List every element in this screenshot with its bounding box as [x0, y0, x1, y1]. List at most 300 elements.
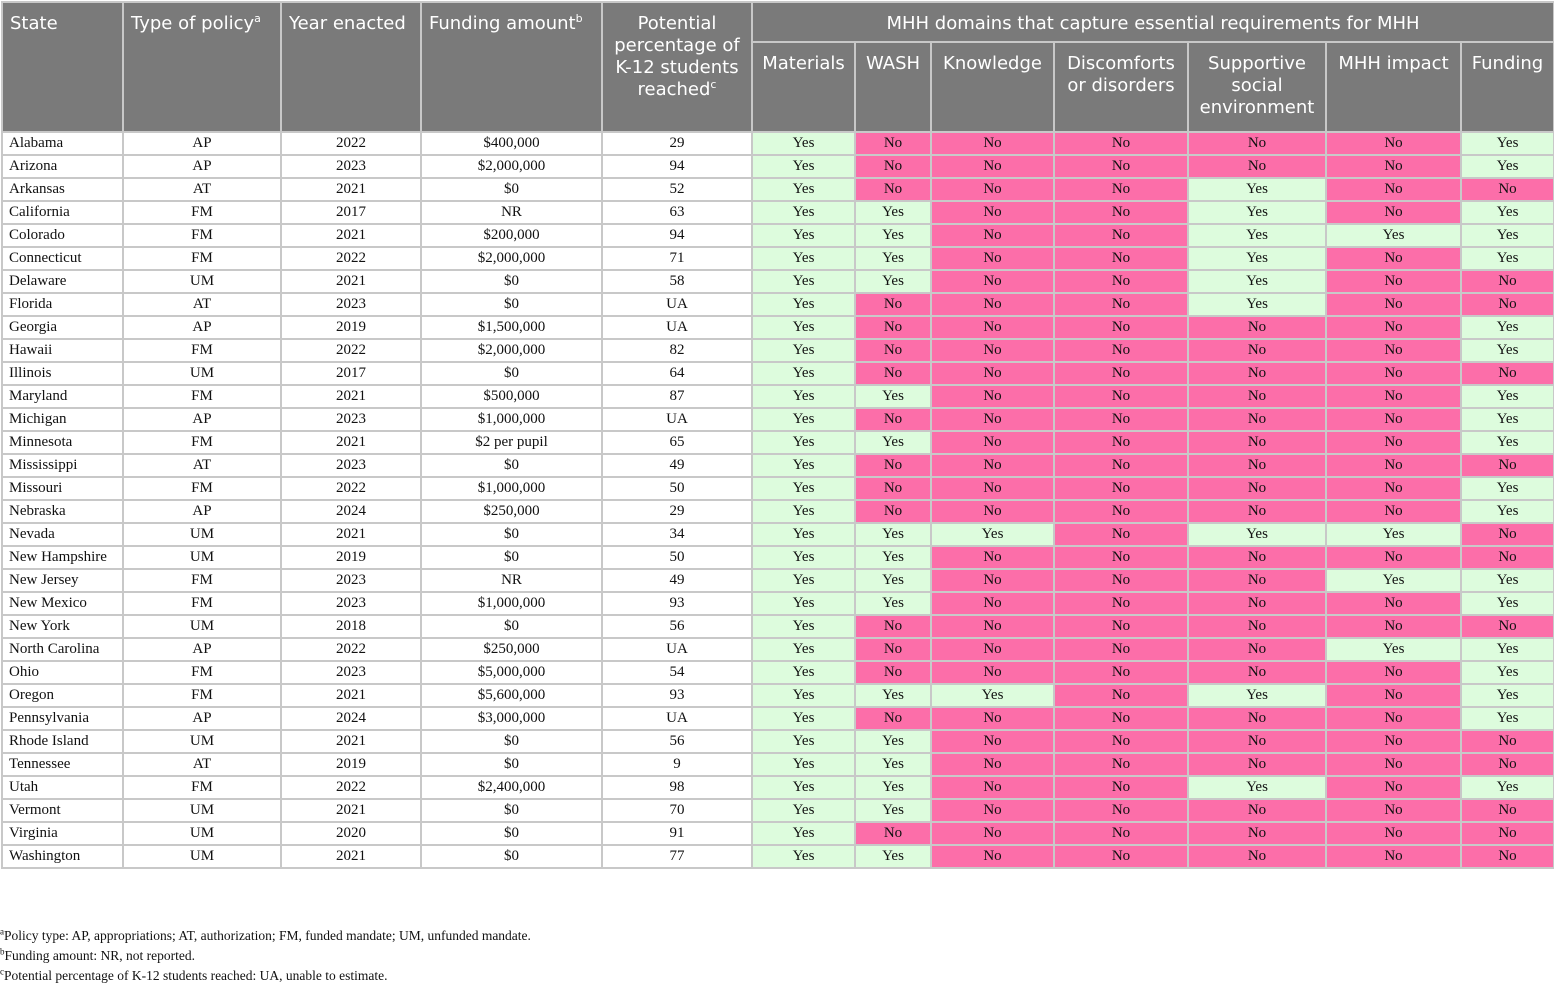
cell-domain-supportive-social: No [1188, 638, 1326, 661]
cell-policy-type: AT [123, 753, 281, 776]
header-domain-knowledge: Knowledge [931, 42, 1054, 132]
cell-domain-wash: Yes [855, 431, 931, 454]
cell-domain-knowledge: No [931, 431, 1054, 454]
cell-domain-discomforts: No [1054, 155, 1188, 178]
cell-domain-wash: No [855, 178, 931, 201]
cell-domain-knowledge: No [931, 546, 1054, 569]
cell-domain-knowledge: No [931, 224, 1054, 247]
cell-domain-funding: Yes [1461, 477, 1554, 500]
cell-potential-percentage: 71 [602, 247, 752, 270]
header-domain-wash: WASH [855, 42, 931, 132]
cell-domain-discomforts: No [1054, 431, 1188, 454]
cell-domain-mhh-impact: No [1326, 500, 1461, 523]
cell-domain-materials: Yes [752, 500, 855, 523]
cell-domain-knowledge: No [931, 753, 1054, 776]
cell-domain-discomforts: No [1054, 638, 1188, 661]
cell-potential-percentage: 87 [602, 385, 752, 408]
cell-domain-discomforts: No [1054, 454, 1188, 477]
cell-domain-mhh-impact: Yes [1326, 224, 1461, 247]
cell-domain-mhh-impact: Yes [1326, 569, 1461, 592]
cell-policy-type: AT [123, 293, 281, 316]
cell-policy-type: UM [123, 523, 281, 546]
cell-funding-amount: $2,400,000 [421, 776, 602, 799]
cell-domain-wash: Yes [855, 684, 931, 707]
cell-domain-mhh-impact: No [1326, 546, 1461, 569]
cell-domain-wash: No [855, 316, 931, 339]
cell-domain-materials: Yes [752, 385, 855, 408]
cell-domain-discomforts: No [1054, 753, 1188, 776]
cell-domain-funding: Yes [1461, 201, 1554, 224]
cell-domain-supportive-social: Yes [1188, 178, 1326, 201]
cell-domain-materials: Yes [752, 845, 855, 868]
cell-domain-supportive-social: Yes [1188, 247, 1326, 270]
cell-state: Alabama [2, 132, 123, 155]
cell-domain-wash: Yes [855, 730, 931, 753]
cell-domain-discomforts: No [1054, 845, 1188, 868]
header-domain-funding: Funding [1461, 42, 1554, 132]
header-domain-supportive-social: Supportive social environment [1188, 42, 1326, 132]
cell-potential-percentage: 29 [602, 132, 752, 155]
table-row [2, 408, 1554, 431]
table-row [2, 293, 1554, 316]
cell-year-enacted: 2021 [281, 385, 421, 408]
cell-funding-amount: $250,000 [421, 638, 602, 661]
cell-domain-discomforts: No [1054, 293, 1188, 316]
cell-domain-knowledge: No [931, 615, 1054, 638]
cell-domain-supportive-social: No [1188, 753, 1326, 776]
cell-domain-knowledge: No [931, 661, 1054, 684]
cell-funding-amount: $3,000,000 [421, 707, 602, 730]
cell-funding-amount: $0 [421, 799, 602, 822]
footnote-policy-type: $^a$Policy type: AP, appropriations; AT, authorization; FM, funded mandate; UM, unfunded mandate. [0, 926, 531, 943]
cell-domain-discomforts: No [1054, 201, 1188, 224]
cell-domain-materials: Yes [752, 224, 855, 247]
cell-funding-amount: $1,500,000 [421, 316, 602, 339]
header-funding-amount: Funding amount$^b$ [421, 2, 602, 132]
cell-year-enacted: 2019 [281, 546, 421, 569]
cell-domain-wash: Yes [855, 546, 931, 569]
cell-funding-amount: $2,000,000 [421, 247, 602, 270]
cell-policy-type: FM [123, 224, 281, 247]
cell-domain-materials: Yes [752, 454, 855, 477]
cell-policy-type: UM [123, 845, 281, 868]
cell-domain-materials: Yes [752, 431, 855, 454]
cell-domain-knowledge: No [931, 385, 1054, 408]
cell-year-enacted: 2021 [281, 178, 421, 201]
cell-year-enacted: 2023 [281, 408, 421, 431]
table-row [2, 730, 1554, 753]
cell-domain-discomforts: No [1054, 799, 1188, 822]
cell-domain-wash: Yes [855, 247, 931, 270]
cell-domain-materials: Yes [752, 730, 855, 753]
cell-domain-wash: No [855, 454, 931, 477]
cell-funding-amount: $2,000,000 [421, 339, 602, 362]
cell-year-enacted: 2021 [281, 270, 421, 293]
table-row [2, 845, 1554, 868]
cell-domain-supportive-social: Yes [1188, 776, 1326, 799]
cell-year-enacted: 2024 [281, 500, 421, 523]
cell-year-enacted: 2021 [281, 523, 421, 546]
cell-domain-supportive-social: No [1188, 707, 1326, 730]
cell-domain-mhh-impact: No [1326, 132, 1461, 155]
cell-domain-supportive-social: No [1188, 845, 1326, 868]
header-policy-type: Type of policy$^a$ [123, 2, 281, 132]
cell-domain-materials: Yes [752, 178, 855, 201]
cell-domain-wash: No [855, 500, 931, 523]
cell-domain-knowledge: No [931, 776, 1054, 799]
cell-domain-materials: Yes [752, 247, 855, 270]
cell-domain-materials: Yes [752, 546, 855, 569]
cell-year-enacted: 2024 [281, 707, 421, 730]
cell-domain-mhh-impact: No [1326, 201, 1461, 224]
cell-domain-supportive-social: Yes [1188, 201, 1326, 224]
table-row [2, 684, 1554, 707]
cell-funding-amount: $0 [421, 523, 602, 546]
cell-domain-supportive-social: Yes [1188, 523, 1326, 546]
cell-policy-type: UM [123, 822, 281, 845]
cell-domain-funding: No [1461, 615, 1554, 638]
cell-domain-funding: Yes [1461, 431, 1554, 454]
cell-domain-supportive-social: No [1188, 316, 1326, 339]
cell-funding-amount: $0 [421, 178, 602, 201]
table-row [2, 178, 1554, 201]
cell-state: Pennsylvania [2, 707, 123, 730]
cell-domain-materials: Yes [752, 408, 855, 431]
cell-domain-knowledge: No [931, 822, 1054, 845]
cell-domain-wash: No [855, 155, 931, 178]
cell-policy-type: AP [123, 316, 281, 339]
cell-policy-type: FM [123, 431, 281, 454]
cell-domain-mhh-impact: Yes [1326, 638, 1461, 661]
cell-domain-discomforts: No [1054, 339, 1188, 362]
cell-potential-percentage: 93 [602, 684, 752, 707]
cell-policy-type: FM [123, 339, 281, 362]
cell-domain-mhh-impact: No [1326, 477, 1461, 500]
cell-domain-discomforts: No [1054, 500, 1188, 523]
cell-domain-wash: Yes [855, 224, 931, 247]
cell-potential-percentage: 54 [602, 661, 752, 684]
cell-domain-mhh-impact: No [1326, 753, 1461, 776]
cell-domain-wash: Yes [855, 385, 931, 408]
cell-potential-percentage: 94 [602, 155, 752, 178]
cell-domain-mhh-impact: No [1326, 454, 1461, 477]
cell-domain-materials: Yes [752, 523, 855, 546]
cell-year-enacted: 2023 [281, 454, 421, 477]
cell-funding-amount: $5,600,000 [421, 684, 602, 707]
cell-year-enacted: 2021 [281, 799, 421, 822]
cell-year-enacted: 2021 [281, 684, 421, 707]
cell-domain-mhh-impact: No [1326, 684, 1461, 707]
cell-domain-wash: No [855, 339, 931, 362]
cell-year-enacted: 2022 [281, 776, 421, 799]
table-row [2, 707, 1554, 730]
cell-domain-mhh-impact: No [1326, 730, 1461, 753]
cell-domain-knowledge: No [931, 293, 1054, 316]
cell-domain-funding: Yes [1461, 224, 1554, 247]
cell-year-enacted: 2023 [281, 293, 421, 316]
cell-domain-knowledge: No [931, 339, 1054, 362]
cell-year-enacted: 2022 [281, 247, 421, 270]
cell-policy-type: UM [123, 730, 281, 753]
cell-domain-knowledge: No [931, 155, 1054, 178]
cell-domain-discomforts: No [1054, 684, 1188, 707]
cell-domain-discomforts: No [1054, 247, 1188, 270]
cell-domain-discomforts: No [1054, 362, 1188, 385]
cell-domain-supportive-social: No [1188, 362, 1326, 385]
cell-potential-percentage: 77 [602, 845, 752, 868]
cell-potential-percentage: UA [602, 408, 752, 431]
cell-domain-materials: Yes [752, 201, 855, 224]
cell-domain-knowledge: No [931, 408, 1054, 431]
cell-policy-type: UM [123, 270, 281, 293]
cell-domain-discomforts: No [1054, 546, 1188, 569]
cell-domain-materials: Yes [752, 339, 855, 362]
cell-state: Arkansas [2, 178, 123, 201]
cell-domain-materials: Yes [752, 638, 855, 661]
cell-domain-discomforts: No [1054, 569, 1188, 592]
cell-domain-materials: Yes [752, 592, 855, 615]
cell-domain-supportive-social: Yes [1188, 293, 1326, 316]
cell-funding-amount: $2 per pupil [421, 431, 602, 454]
cell-policy-type: FM [123, 247, 281, 270]
cell-domain-materials: Yes [752, 132, 855, 155]
cell-funding-amount: $250,000 [421, 500, 602, 523]
cell-domain-discomforts: No [1054, 270, 1188, 293]
cell-domain-mhh-impact: No [1326, 615, 1461, 638]
cell-domain-mhh-impact: No [1326, 845, 1461, 868]
cell-domain-supportive-social: No [1188, 454, 1326, 477]
cell-domain-knowledge: No [931, 132, 1054, 155]
cell-domain-mhh-impact: No [1326, 247, 1461, 270]
cell-domain-funding: Yes [1461, 684, 1554, 707]
cell-domain-supportive-social: Yes [1188, 270, 1326, 293]
cell-domain-knowledge: No [931, 270, 1054, 293]
cell-potential-percentage: 49 [602, 569, 752, 592]
cell-domain-supportive-social: No [1188, 592, 1326, 615]
cell-domain-funding: No [1461, 845, 1554, 868]
cell-potential-percentage: 64 [602, 362, 752, 385]
table-row [2, 569, 1554, 592]
cell-domain-wash: No [855, 822, 931, 845]
cell-year-enacted: 2019 [281, 753, 421, 776]
cell-domain-funding: Yes [1461, 707, 1554, 730]
cell-funding-amount: $500,000 [421, 385, 602, 408]
cell-domain-mhh-impact: No [1326, 339, 1461, 362]
cell-domain-mhh-impact: No [1326, 592, 1461, 615]
cell-potential-percentage: 58 [602, 270, 752, 293]
cell-domain-supportive-social: No [1188, 477, 1326, 500]
table-row [2, 224, 1554, 247]
cell-domain-discomforts: No [1054, 730, 1188, 753]
cell-policy-type: UM [123, 362, 281, 385]
cell-domain-materials: Yes [752, 615, 855, 638]
cell-domain-funding: No [1461, 293, 1554, 316]
cell-domain-funding: Yes [1461, 661, 1554, 684]
cell-domain-wash: Yes [855, 799, 931, 822]
cell-domain-wash: Yes [855, 753, 931, 776]
cell-domain-funding: Yes [1461, 247, 1554, 270]
cell-domain-materials: Yes [752, 362, 855, 385]
cell-domain-knowledge: No [931, 569, 1054, 592]
cell-policy-type: FM [123, 477, 281, 500]
cell-state: Hawaii [2, 339, 123, 362]
cell-funding-amount: $0 [421, 730, 602, 753]
cell-state: Delaware [2, 270, 123, 293]
cell-domain-funding: No [1461, 822, 1554, 845]
cell-domain-discomforts: No [1054, 615, 1188, 638]
cell-year-enacted: 2021 [281, 431, 421, 454]
cell-state: Nevada [2, 523, 123, 546]
cell-domain-knowledge: No [931, 730, 1054, 753]
cell-potential-percentage: 34 [602, 523, 752, 546]
cell-domain-discomforts: No [1054, 408, 1188, 431]
header-mhh-domains-group: MHH domains that capture essential requirements for MHH [752, 2, 1554, 42]
cell-domain-supportive-social: No [1188, 339, 1326, 362]
cell-domain-supportive-social: No [1188, 730, 1326, 753]
cell-domain-wash: Yes [855, 776, 931, 799]
cell-state: Michigan [2, 408, 123, 431]
cell-domain-funding: Yes [1461, 500, 1554, 523]
table-row [2, 523, 1554, 546]
cell-domain-materials: Yes [752, 316, 855, 339]
cell-domain-wash: Yes [855, 523, 931, 546]
cell-state: Utah [2, 776, 123, 799]
cell-state: New Mexico [2, 592, 123, 615]
cell-state: New Hampshire [2, 546, 123, 569]
cell-domain-supportive-social: No [1188, 615, 1326, 638]
cell-domain-knowledge: No [931, 362, 1054, 385]
cell-domain-knowledge: Yes [931, 523, 1054, 546]
cell-domain-funding: No [1461, 178, 1554, 201]
cell-state: North Carolina [2, 638, 123, 661]
cell-domain-supportive-social: No [1188, 385, 1326, 408]
cell-year-enacted: 2023 [281, 155, 421, 178]
footnote-funding-amount: $^b$Funding amount: NR, not reported. [0, 946, 195, 963]
cell-state: Ohio [2, 661, 123, 684]
cell-domain-funding: No [1461, 454, 1554, 477]
cell-domain-supportive-social: No [1188, 569, 1326, 592]
cell-domain-wash: No [855, 362, 931, 385]
cell-domain-funding: No [1461, 523, 1554, 546]
table-row [2, 270, 1554, 293]
cell-state: Arizona [2, 155, 123, 178]
cell-year-enacted: 2021 [281, 730, 421, 753]
table-row [2, 155, 1554, 178]
cell-domain-supportive-social: No [1188, 661, 1326, 684]
cell-policy-type: AT [123, 454, 281, 477]
cell-state: New York [2, 615, 123, 638]
cell-domain-materials: Yes [752, 776, 855, 799]
cell-domain-knowledge: No [931, 799, 1054, 822]
cell-funding-amount: NR [421, 201, 602, 224]
cell-potential-percentage: 93 [602, 592, 752, 615]
cell-policy-type: FM [123, 776, 281, 799]
cell-domain-funding: Yes [1461, 155, 1554, 178]
table-footnotes [0, 926, 1000, 986]
cell-policy-type: AP [123, 155, 281, 178]
footnote-potential-percentage: $^c$Potential percentage of K-12 students reached: UA, unable to estimate. [0, 966, 388, 983]
cell-domain-knowledge: No [931, 707, 1054, 730]
cell-domain-discomforts: No [1054, 477, 1188, 500]
cell-domain-funding: Yes [1461, 132, 1554, 155]
cell-domain-funding: No [1461, 753, 1554, 776]
table-row [2, 753, 1554, 776]
cell-funding-amount: $1,000,000 [421, 408, 602, 431]
cell-domain-mhh-impact: No [1326, 270, 1461, 293]
cell-domain-supportive-social: No [1188, 799, 1326, 822]
cell-domain-funding: No [1461, 799, 1554, 822]
cell-domain-materials: Yes [752, 707, 855, 730]
cell-domain-discomforts: No [1054, 224, 1188, 247]
cell-state: New Jersey [2, 569, 123, 592]
table-row [2, 247, 1554, 270]
header-domain-materials: Materials [752, 42, 855, 132]
cell-domain-wash: No [855, 477, 931, 500]
cell-policy-type: AP [123, 707, 281, 730]
cell-domain-funding: No [1461, 270, 1554, 293]
table-row [2, 615, 1554, 638]
cell-potential-percentage: UA [602, 638, 752, 661]
cell-domain-knowledge: No [931, 247, 1054, 270]
table-row [2, 546, 1554, 569]
cell-domain-supportive-social: No [1188, 546, 1326, 569]
header-state: State [2, 2, 123, 132]
cell-domain-knowledge: Yes [931, 684, 1054, 707]
cell-domain-wash: No [855, 408, 931, 431]
cell-domain-wash: No [855, 707, 931, 730]
cell-domain-mhh-impact: No [1326, 707, 1461, 730]
cell-domain-discomforts: No [1054, 385, 1188, 408]
cell-domain-knowledge: No [931, 178, 1054, 201]
cell-domain-discomforts: No [1054, 592, 1188, 615]
cell-domain-knowledge: No [931, 477, 1054, 500]
cell-domain-knowledge: No [931, 500, 1054, 523]
cell-year-enacted: 2022 [281, 132, 421, 155]
table-row [2, 661, 1554, 684]
table-row [2, 362, 1554, 385]
cell-domain-funding: Yes [1461, 316, 1554, 339]
cell-state: Mississippi [2, 454, 123, 477]
cell-domain-discomforts: No [1054, 822, 1188, 845]
cell-domain-knowledge: No [931, 845, 1054, 868]
cell-potential-percentage: UA [602, 316, 752, 339]
cell-potential-percentage: UA [602, 293, 752, 316]
cell-domain-funding: Yes [1461, 408, 1554, 431]
cell-domain-mhh-impact: No [1326, 178, 1461, 201]
cell-domain-funding: No [1461, 730, 1554, 753]
cell-domain-mhh-impact: No [1326, 799, 1461, 822]
cell-domain-mhh-impact: No [1326, 293, 1461, 316]
cell-domain-supportive-social: No [1188, 155, 1326, 178]
cell-domain-mhh-impact: No [1326, 408, 1461, 431]
cell-funding-amount: $1,000,000 [421, 477, 602, 500]
cell-domain-supportive-social: Yes [1188, 684, 1326, 707]
cell-domain-wash: Yes [855, 592, 931, 615]
cell-domain-wash: Yes [855, 270, 931, 293]
cell-domain-materials: Yes [752, 799, 855, 822]
cell-year-enacted: 2019 [281, 316, 421, 339]
cell-state: Georgia [2, 316, 123, 339]
cell-potential-percentage: 9 [602, 753, 752, 776]
cell-domain-materials: Yes [752, 661, 855, 684]
header-year-enacted: Year enacted [281, 2, 421, 132]
table-row [2, 500, 1554, 523]
cell-domain-wash: Yes [855, 569, 931, 592]
cell-domain-discomforts: No [1054, 661, 1188, 684]
cell-state: Virginia [2, 822, 123, 845]
cell-domain-mhh-impact: No [1326, 155, 1461, 178]
cell-domain-materials: Yes [752, 822, 855, 845]
